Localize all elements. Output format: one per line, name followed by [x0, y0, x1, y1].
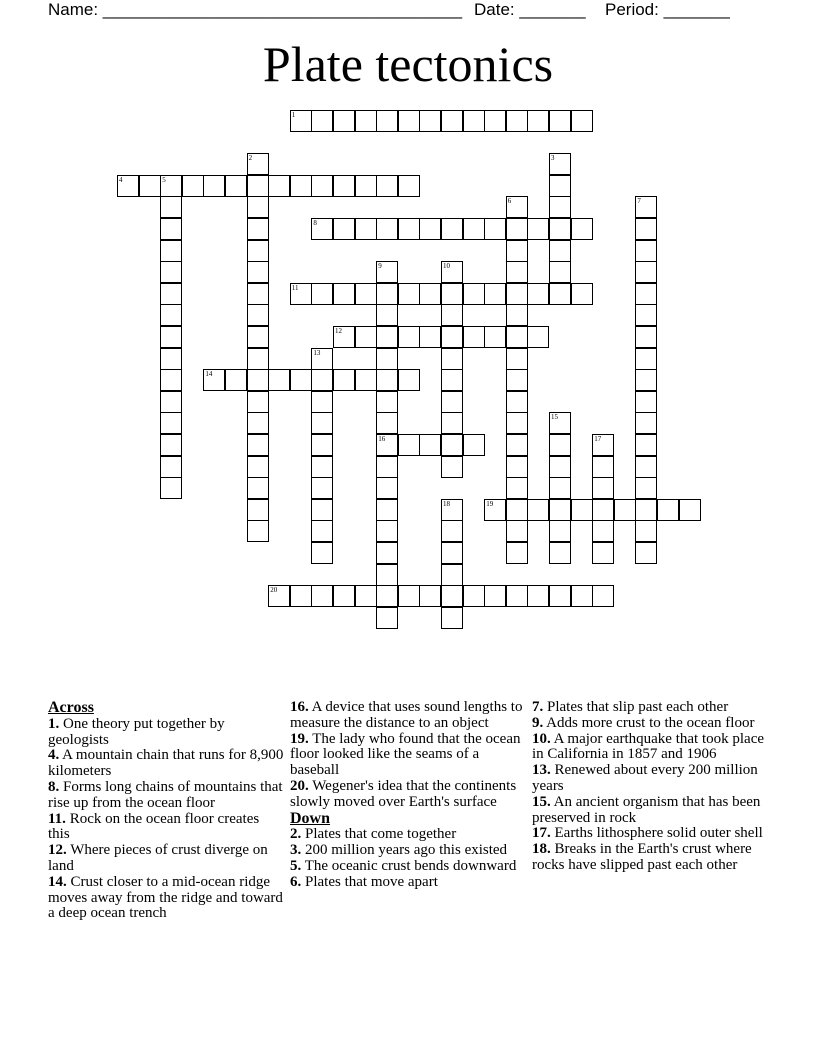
grid-clue-number: 20: [270, 586, 278, 595]
grid-cell[interactable]: [527, 326, 549, 348]
grid-cell[interactable]: [268, 175, 290, 197]
grid-cell[interactable]: [549, 434, 571, 456]
grid-cell[interactable]: [247, 369, 269, 391]
grid-cell[interactable]: [506, 369, 528, 391]
clue-number: 1.: [48, 715, 60, 732]
clue-number: 3.: [290, 842, 302, 859]
grid-cell[interactable]: [355, 218, 377, 240]
grid-cell[interactable]: [635, 304, 657, 326]
grid-cell[interactable]: [635, 477, 657, 499]
grid-cell[interactable]: [441, 520, 463, 542]
clue-text: The lady who found that the ocean floor looked like the seams of a baseball: [290, 730, 521, 779]
clue-item: [48, 717, 284, 749]
grid-cell[interactable]: [506, 391, 528, 413]
grid-cell[interactable]: [571, 499, 593, 521]
grid-cell[interactable]: [247, 499, 269, 521]
grid-cell[interactable]: [441, 391, 463, 413]
clue-number: 12.: [48, 842, 67, 859]
date-field-label: Date: _______: [474, 0, 586, 19]
clue-item: [290, 732, 526, 779]
grid-cell[interactable]: [376, 326, 398, 348]
grid-clue-number: 18: [443, 499, 450, 508]
grid-clue-number: 9: [378, 262, 382, 271]
grid-cell[interactable]: [484, 110, 506, 132]
grid-cell[interactable]: [635, 499, 657, 521]
grid-cell[interactable]: [635, 348, 657, 370]
clue-text: 200 million years ago this existed: [301, 842, 508, 859]
grid-cell[interactable]: [376, 218, 398, 240]
grid-cell[interactable]: [527, 218, 549, 240]
grid-cell[interactable]: [679, 499, 701, 521]
grid-cell[interactable]: [463, 110, 485, 132]
grid-cell[interactable]: [635, 240, 657, 262]
grid-cell[interactable]: [311, 585, 333, 607]
grid-cell[interactable]: [592, 542, 614, 564]
grid-cell[interactable]: [635, 412, 657, 434]
grid-cell[interactable]: [441, 542, 463, 564]
grid-cell[interactable]: [506, 110, 528, 132]
grid-cell[interactable]: [376, 564, 398, 586]
grid-cell[interactable]: [506, 477, 528, 499]
clue-item: [532, 732, 768, 764]
grid-clue-number: 15: [551, 413, 558, 422]
grid-cell[interactable]: [376, 585, 398, 607]
grid-cell[interactable]: [247, 348, 269, 370]
grid-cell[interactable]: [160, 456, 182, 478]
grid-cell[interactable]: [592, 585, 614, 607]
grid-cell[interactable]: [484, 218, 506, 240]
clue-number: 14.: [48, 873, 67, 890]
grid-cell[interactable]: [549, 196, 571, 218]
clue-text: A mountain chain that runs for 8,900 kilometers: [48, 747, 284, 780]
grid-clue-number: 16: [378, 435, 386, 443]
grid-cell[interactable]: [463, 434, 485, 456]
clue-number: 9.: [532, 714, 544, 731]
grid-cell[interactable]: [441, 110, 463, 132]
grid-cell[interactable]: [398, 283, 420, 305]
clue-number: 4.: [48, 747, 60, 764]
grid-cell[interactable]: [247, 412, 269, 434]
name-field-label: Name: ______________________________________: [48, 0, 463, 19]
clue-text: Forms long chains of mountains that rise up from the ocean floor: [48, 778, 283, 811]
grid-cell[interactable]: [268, 369, 290, 391]
clue-text: Wegener's idea that the continents slowly moved over Earth's surface: [290, 777, 517, 810]
clue-text: Where pieces of crust diverge on land: [48, 842, 268, 874]
clue-item: [48, 748, 284, 780]
grid-cell[interactable]: [506, 283, 528, 305]
grid-cell[interactable]: [441, 218, 463, 240]
clue-text: Adds more crust to the ocean floor: [543, 714, 755, 731]
grid-cell[interactable]: [549, 542, 571, 564]
grid-cell[interactable]: [355, 585, 377, 607]
grid-cell[interactable]: [160, 434, 182, 456]
grid-cell[interactable]: [247, 434, 269, 456]
grid-cell[interactable]: [419, 585, 441, 607]
clue-text: An ancient organism that has been preserved in rock: [532, 793, 761, 826]
grid-clue-number: 17: [594, 435, 602, 443]
grid-cell[interactable]: [311, 110, 333, 132]
grid-clue-number: 4: [119, 175, 123, 184]
grid-cell[interactable]: [635, 326, 657, 348]
page-title: Plate tectonics: [262, 36, 554, 92]
grid-cell[interactable]: [506, 326, 528, 348]
clue-item: [532, 716, 768, 732]
grid-cell[interactable]: [311, 499, 333, 521]
clue-number: 16.: [290, 699, 309, 715]
grid-cell[interactable]: [376, 412, 398, 434]
grid-cell[interactable]: [506, 261, 528, 283]
grid-cell[interactable]: [441, 348, 463, 370]
clue-item: [532, 700, 768, 716]
grid-cell[interactable]: [247, 196, 269, 218]
clue-text: Breaks in the Earth's crust where rocks have slipped past each other: [532, 841, 752, 873]
clue-item: [48, 875, 284, 922]
grid-cell[interactable]: [419, 434, 441, 456]
grid-cell[interactable]: [614, 499, 636, 521]
grid-cell[interactable]: [333, 369, 355, 391]
grid-cell[interactable]: [333, 110, 355, 132]
grid-cell[interactable]: [484, 283, 506, 305]
grid-cell[interactable]: [355, 175, 377, 197]
grid-cell[interactable]: [441, 304, 463, 326]
grid-cell[interactable]: [247, 304, 269, 326]
grid-cell[interactable]: [506, 520, 528, 542]
grid-cell[interactable]: [441, 607, 463, 629]
grid-cell[interactable]: [290, 175, 312, 197]
grid-cell[interactable]: [635, 261, 657, 283]
grid-cell[interactable]: [311, 542, 333, 564]
grid-cell[interactable]: [376, 304, 398, 326]
grid-cell[interactable]: [247, 261, 269, 283]
grid-cell[interactable]: [549, 499, 571, 521]
grid-cell[interactable]: [376, 110, 398, 132]
clue-text: Renewed about every 200 million years: [532, 762, 758, 794]
grid-cell[interactable]: [635, 520, 657, 542]
grid-cell[interactable]: [376, 175, 398, 197]
grid-cell[interactable]: [506, 542, 528, 564]
clue-item: [290, 843, 526, 859]
grid-cell[interactable]: [571, 218, 593, 240]
grid-cell[interactable]: [160, 283, 182, 305]
grid-cell[interactable]: [571, 585, 593, 607]
grid-cell[interactable]: [247, 326, 269, 348]
grid-cell[interactable]: [355, 326, 377, 348]
grid-cell[interactable]: [247, 175, 269, 197]
across-heading: Across: [48, 699, 94, 716]
grid-cell[interactable]: [160, 261, 182, 283]
period-field-label: Period: _______: [605, 0, 730, 19]
grid-cell[interactable]: [182, 175, 204, 197]
grid-cell[interactable]: [635, 434, 657, 456]
clue-text: Plates that come together: [301, 826, 457, 843]
grid-clue-number: 13: [313, 348, 321, 357]
grid-cell[interactable]: [398, 434, 420, 456]
grid-clue-number: 14: [205, 370, 213, 379]
grid-cell[interactable]: [160, 326, 182, 348]
clue-item: [48, 843, 284, 875]
grid-cell[interactable]: [549, 240, 571, 262]
grid-clue-number: 2: [248, 154, 253, 163]
grid-cell[interactable]: [506, 218, 528, 240]
grid-cell[interactable]: [398, 175, 420, 197]
grid-cell[interactable]: [527, 499, 549, 521]
grid-cell[interactable]: [441, 434, 463, 456]
grid-cell[interactable]: [160, 304, 182, 326]
grid-cell[interactable]: [160, 196, 182, 218]
clue-text: Plates that move apart: [301, 873, 438, 890]
grid-cell[interactable]: [484, 326, 506, 348]
grid-cell[interactable]: [398, 369, 420, 391]
clue-text: Earths lithosphere solid outer shell: [550, 825, 763, 842]
clue-number: 18.: [532, 841, 551, 858]
grid-cell[interactable]: [549, 175, 571, 197]
clue-item: [532, 826, 768, 842]
grid-cell[interactable]: [311, 175, 333, 197]
grid-cell[interactable]: [463, 326, 485, 348]
grid-cell[interactable]: [506, 348, 528, 370]
clue-text: Rock on the ocean floor creates this: [48, 810, 260, 843]
grid-cell[interactable]: [355, 110, 377, 132]
grid-cell[interactable]: [441, 564, 463, 586]
grid-clue-number: 1: [291, 111, 296, 119]
grid-cell[interactable]: [506, 434, 528, 456]
grid-cell[interactable]: [657, 499, 679, 521]
grid-cell[interactable]: [376, 283, 398, 305]
clue-item: [532, 842, 768, 874]
grid-cell[interactable]: [441, 326, 463, 348]
clue-number: 7.: [532, 699, 544, 715]
grid-cell[interactable]: [549, 477, 571, 499]
grid-cell[interactable]: [333, 585, 355, 607]
grid-cell[interactable]: [592, 477, 614, 499]
grid-cell[interactable]: [506, 585, 528, 607]
clue-number: 2.: [290, 826, 302, 843]
grid-clue-number: 6: [507, 197, 512, 206]
grid-cell[interactable]: [549, 585, 571, 607]
clue-number: 17.: [532, 825, 551, 842]
grid-cell[interactable]: [333, 175, 355, 197]
clue-item: [290, 700, 526, 732]
grid-cell[interactable]: [160, 218, 182, 240]
clue-item: [48, 812, 284, 844]
down-heading: Down: [290, 809, 331, 827]
clue-item: [532, 795, 768, 827]
grid-cell[interactable]: [139, 175, 161, 197]
clue-item: [48, 780, 284, 812]
grid-cell[interactable]: [571, 110, 593, 132]
grid-cell[interactable]: [419, 326, 441, 348]
grid-cell[interactable]: [506, 456, 528, 478]
down-clue-list-continued: [532, 700, 768, 874]
grid-cell[interactable]: [311, 369, 333, 391]
across-clue-list: [48, 717, 284, 922]
grid-cell[interactable]: [635, 218, 657, 240]
grid-cell[interactable]: [333, 218, 355, 240]
clue-text: The oceanic crust bends downward: [301, 857, 517, 874]
grid-clue-number: 5: [162, 175, 166, 184]
clue-item: [290, 779, 526, 811]
grid-cell[interactable]: [376, 391, 398, 413]
grid-cell[interactable]: [549, 261, 571, 283]
grid-cell[interactable]: [506, 412, 528, 434]
grid-cell[interactable]: [419, 218, 441, 240]
grid-cell[interactable]: [160, 391, 182, 413]
clue-number: 11.: [48, 810, 66, 827]
grid-cell[interactable]: [160, 348, 182, 370]
grid-cell[interactable]: [463, 218, 485, 240]
grid-cell[interactable]: [311, 283, 333, 305]
grid-cell[interactable]: [441, 456, 463, 478]
grid-cell[interactable]: [355, 283, 377, 305]
clue-text: Plates that slip past each other: [543, 699, 729, 715]
grid-cell[interactable]: [247, 456, 269, 478]
clue-number: 20.: [290, 777, 309, 794]
clue-number: 10.: [532, 730, 551, 747]
clue-number: 6.: [290, 873, 302, 890]
clue-text: Crust closer to a mid-ocean ridge moves away from the ridge and toward a deep ocean trench: [48, 873, 283, 922]
grid-cell[interactable]: [160, 369, 182, 391]
grid-cell[interactable]: [225, 175, 247, 197]
grid-cell[interactable]: [527, 283, 549, 305]
across-clue-list-continued: [290, 700, 526, 811]
grid-cell[interactable]: [592, 520, 614, 542]
grid-cell[interactable]: [398, 326, 420, 348]
grid-cell[interactable]: [441, 585, 463, 607]
grid-cell[interactable]: [311, 434, 333, 456]
grid-cell[interactable]: [549, 456, 571, 478]
grid-cell[interactable]: [376, 477, 398, 499]
grid-cell[interactable]: [160, 240, 182, 262]
grid-cell[interactable]: [506, 304, 528, 326]
clue-number: 13.: [532, 762, 551, 779]
grid-cell[interactable]: [376, 456, 398, 478]
clue-number: 8.: [48, 778, 60, 795]
grid-cell[interactable]: [549, 520, 571, 542]
grid-clue-number: 19: [486, 499, 494, 508]
grid-cell[interactable]: [247, 520, 269, 542]
grid-cell[interactable]: [160, 477, 182, 499]
grid-cell[interactable]: [635, 283, 657, 305]
clue-item: [532, 763, 768, 795]
grid-clue-number: 7: [637, 197, 641, 206]
grid-cell[interactable]: [290, 585, 312, 607]
grid-cell[interactable]: [571, 283, 593, 305]
clue-item: [290, 827, 526, 843]
grid-cell[interactable]: [333, 283, 355, 305]
grid-cell[interactable]: [527, 585, 549, 607]
grid-cell[interactable]: [635, 391, 657, 413]
clues-column-3: [532, 700, 768, 874]
grid-cell[interactable]: [484, 585, 506, 607]
grid-clue-number: 8: [313, 219, 317, 227]
clue-text: A major earthquake that took place in California in 1857 and 1906: [532, 730, 765, 763]
grid-cell[interactable]: [290, 369, 312, 391]
grid-cell[interactable]: [311, 477, 333, 499]
clues-column-1: [48, 700, 284, 922]
grid-cell[interactable]: [463, 283, 485, 305]
grid-cell[interactable]: [247, 218, 269, 240]
grid-cell[interactable]: [419, 110, 441, 132]
clue-text: One theory put together by geologists: [48, 715, 225, 748]
grid-cell[interactable]: [463, 585, 485, 607]
grid-cell[interactable]: [376, 499, 398, 521]
grid-cell[interactable]: [311, 412, 333, 434]
grid-cell[interactable]: [247, 477, 269, 499]
clue-item: [290, 875, 526, 891]
grid-cell[interactable]: [527, 110, 549, 132]
clue-text: A device that uses sound lengths to measure the distance to an object: [290, 699, 523, 731]
grid-cell[interactable]: [592, 456, 614, 478]
grid-cell[interactable]: [376, 520, 398, 542]
grid-cell[interactable]: [398, 110, 420, 132]
grid-cell[interactable]: [247, 391, 269, 413]
grid-cell[interactable]: [441, 369, 463, 391]
clue-item: [290, 859, 526, 875]
grid-cell[interactable]: [355, 369, 377, 391]
grid-cell[interactable]: [398, 585, 420, 607]
grid-cell[interactable]: [635, 456, 657, 478]
grid-cell[interactable]: [225, 369, 247, 391]
grid-cell[interactable]: [398, 218, 420, 240]
grid-cell[interactable]: [247, 240, 269, 262]
grid-cell[interactable]: [441, 283, 463, 305]
down-clue-list: [290, 827, 526, 890]
grid-cell[interactable]: [549, 218, 571, 240]
clue-number: 15.: [532, 793, 551, 810]
grid-cell[interactable]: [376, 542, 398, 564]
grid-cell[interactable]: [247, 283, 269, 305]
grid-cell[interactable]: [376, 607, 398, 629]
grid-cell[interactable]: [635, 369, 657, 391]
grid-cell[interactable]: [160, 412, 182, 434]
grid-cell[interactable]: [592, 499, 614, 521]
clue-number: 5.: [290, 857, 302, 874]
grid-cell[interactable]: [203, 175, 225, 197]
grid-clue-number: 3: [551, 154, 555, 163]
grid-cell[interactable]: [549, 110, 571, 132]
grid-cell[interactable]: [311, 520, 333, 542]
grid-cell[interactable]: [376, 348, 398, 370]
grid-cell[interactable]: [311, 391, 333, 413]
grid-cell[interactable]: [311, 456, 333, 478]
grid-cell[interactable]: [635, 542, 657, 564]
grid-cell[interactable]: [441, 412, 463, 434]
grid-cell[interactable]: [506, 240, 528, 262]
grid-clue-number: 10: [443, 262, 450, 271]
clues-column-2: [290, 700, 526, 891]
clue-number: 19.: [290, 730, 309, 747]
grid-clue-number: 12: [335, 327, 342, 335]
grid-cell[interactable]: [506, 499, 528, 521]
grid-cell[interactable]: [419, 283, 441, 305]
grid-cell[interactable]: [376, 369, 398, 391]
grid-cell[interactable]: [549, 283, 571, 305]
grid-clue-number: 11: [291, 283, 299, 292]
